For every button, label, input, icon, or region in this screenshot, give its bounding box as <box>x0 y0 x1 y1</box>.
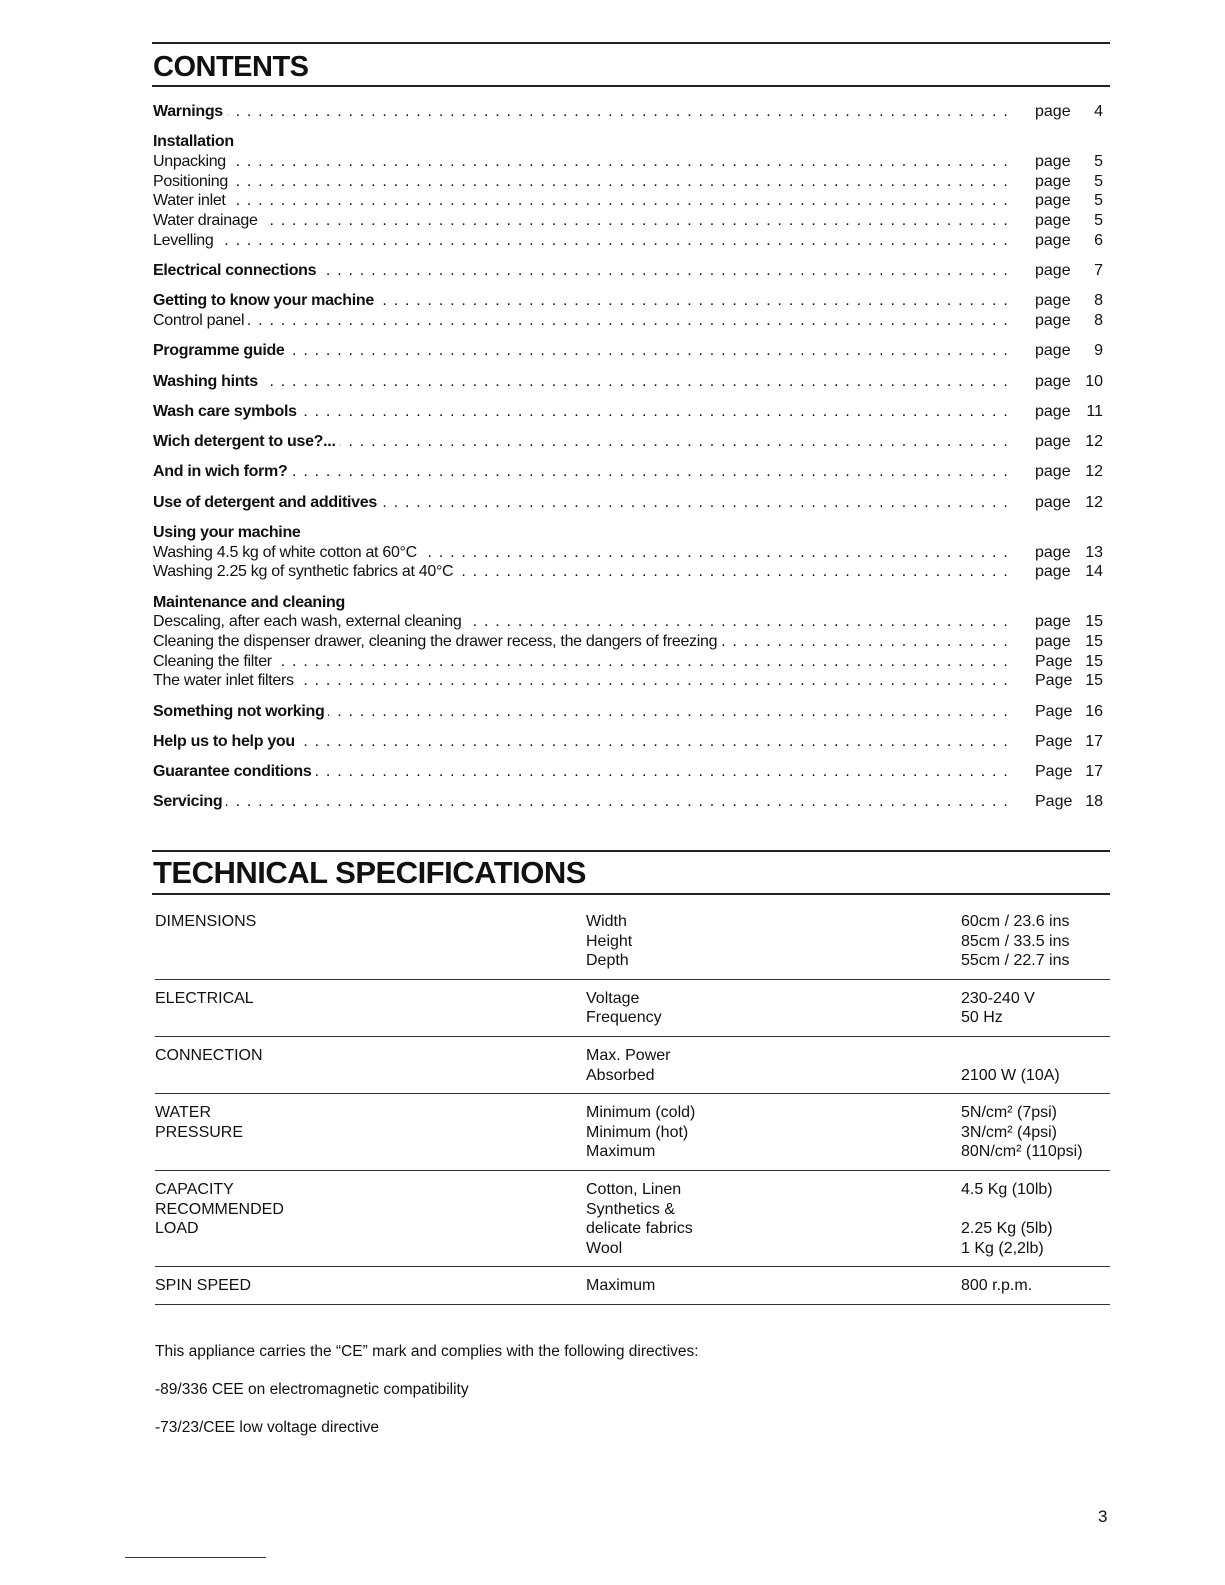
spec-columns <box>155 1046 1110 1085</box>
toc-group <box>153 523 1103 582</box>
toc-page-label: Page <box>1035 702 1073 720</box>
spec-value-column <box>961 912 1110 971</box>
toc-entry-title: Cleaning the dispenser drawer, cleaning the drawer recess, the dangers of freezing <box>153 632 718 650</box>
toc-group <box>153 261 1103 281</box>
toc-page-label: Page <box>1035 672 1073 690</box>
spec-parameter: Absorbed <box>586 1066 655 1084</box>
toc-entry-title: Washing hints <box>153 372 258 390</box>
dot-leader <box>217 231 1009 251</box>
dot-leader <box>320 261 1009 281</box>
dot-leader <box>276 652 1009 672</box>
toc-entry <box>153 152 1103 172</box>
spec-value <box>961 1200 1110 1220</box>
directive-emc: -89/336 CEE on electromagnetic compatibility <box>155 1381 469 1398</box>
table-of-contents <box>153 102 1103 812</box>
toc-group <box>153 493 1103 513</box>
dot-leader <box>289 341 1009 361</box>
toc-entry-title: Washing 4.5 kg of white cotton at 60°C <box>153 543 417 561</box>
toc-entry-title: Control panel <box>153 311 245 329</box>
dot-leader <box>721 632 1009 652</box>
toc-page-label: page <box>1035 372 1071 390</box>
dot-leader <box>291 462 1009 482</box>
toc-entry <box>153 543 1103 563</box>
toc-group <box>153 732 1103 752</box>
toc-entry-title: Something not working <box>153 702 325 720</box>
spec-parameter-column <box>586 989 961 1028</box>
spec-category-column <box>155 1276 586 1296</box>
toc-entry-title: Water drainage <box>153 212 258 230</box>
toc-entry-title: Unpacking <box>153 152 226 170</box>
spec-value: 230-240 V <box>961 989 1035 1007</box>
toc-page-number: 17 <box>1085 763 1103 781</box>
toc-entry <box>153 632 1103 652</box>
toc-entry <box>153 191 1103 211</box>
dot-leader <box>227 102 1009 122</box>
spec-row <box>155 1046 1110 1094</box>
toc-entry-title: Programme guide <box>153 342 285 360</box>
spec-value-column <box>961 1180 1110 1258</box>
toc-entry-title: Levelling <box>153 231 214 249</box>
dot-leader <box>298 671 1009 691</box>
toc-page-label: page <box>1035 192 1071 210</box>
contents-title-rule <box>152 85 1110 87</box>
toc-page-label: page <box>1035 342 1071 360</box>
toc-entry <box>153 291 1103 311</box>
dot-leader <box>226 792 1009 812</box>
toc-entry <box>153 231 1103 251</box>
toc-page-number: 13 <box>1085 543 1103 561</box>
spec-value <box>961 1046 1110 1066</box>
toc-page-number: 6 <box>1094 231 1103 249</box>
spec-parameter: Frequency <box>586 1009 662 1027</box>
spec-parameter: Synthetics & <box>586 1200 675 1218</box>
toc-page-label: page <box>1035 212 1071 230</box>
dot-leader <box>262 372 1009 392</box>
spec-value: 800 r.p.m. <box>961 1277 1033 1295</box>
dot-leader <box>328 702 1009 722</box>
toc-entry <box>153 462 1103 482</box>
toc-page-number: 12 <box>1085 463 1103 481</box>
spec-category-column <box>155 1103 586 1162</box>
toc-entry <box>153 341 1103 361</box>
toc-page-label: page <box>1035 292 1071 310</box>
spec-value: 2.25 Kg (5lb) <box>961 1220 1053 1238</box>
toc-page-number: 5 <box>1094 172 1103 190</box>
dot-leader <box>457 562 1009 582</box>
toc-page-number: 5 <box>1094 152 1103 170</box>
spec-row <box>155 989 1110 1037</box>
spec-value: 4.5 Kg (10lb) <box>961 1180 1053 1198</box>
spec-parameter-column <box>586 912 961 971</box>
toc-section-heading: Installation <box>153 133 234 151</box>
toc-page-label: page <box>1035 103 1071 120</box>
spec-value: 80N/cm² (110psi) <box>961 1143 1083 1161</box>
dot-leader <box>232 172 1009 192</box>
toc-page-label: page <box>1035 231 1071 249</box>
toc-page-label: page <box>1035 493 1071 511</box>
toc-entry <box>153 562 1103 582</box>
toc-group <box>153 291 1103 330</box>
toc-page-number: 5 <box>1094 212 1103 230</box>
dot-leader <box>421 543 1009 563</box>
toc-entry-title: Washing 2.25 kg of synthetic fabrics at 40°C <box>153 563 454 581</box>
toc-page-number: 4 <box>1094 103 1103 120</box>
spec-columns <box>155 1103 1110 1162</box>
spec-value-column <box>961 1103 1110 1162</box>
toc-entry-title: And in wich form? <box>153 463 288 481</box>
toc-page-number: 7 <box>1094 262 1103 279</box>
toc-group <box>153 462 1103 482</box>
toc-page-number: 18 <box>1085 793 1103 811</box>
contents-title: CONTENTS <box>153 51 309 83</box>
toc-group <box>153 341 1103 361</box>
spec-value: 3N/cm² (4psi) <box>961 1123 1058 1141</box>
spec-parameter: Wool <box>586 1239 623 1257</box>
spec-category-column <box>155 912 586 971</box>
toc-entry-title: Servicing <box>153 793 223 811</box>
toc-page-label: page <box>1035 463 1071 481</box>
toc-entry <box>153 432 1103 452</box>
dot-leader <box>381 493 1009 513</box>
specs-title-rule <box>152 893 1110 895</box>
toc-entry <box>153 172 1103 192</box>
spec-parameter: Cotton, Linen <box>586 1180 682 1198</box>
toc-entry <box>153 102 1103 122</box>
toc-entry-title: Wash care symbols <box>153 402 297 420</box>
toc-group <box>153 432 1103 452</box>
toc-entry <box>153 671 1103 691</box>
toc-entry <box>153 261 1103 281</box>
spec-category-column <box>155 1180 586 1258</box>
toc-page-number: 12 <box>1085 493 1103 511</box>
spec-columns <box>155 1276 1110 1296</box>
toc-page-label: Page <box>1035 652 1073 670</box>
specs-title: TECHNICAL SPECIFICATIONS <box>153 855 586 890</box>
dot-leader <box>465 612 1009 632</box>
toc-page-label: page <box>1035 563 1071 581</box>
spec-parameter-column <box>586 1276 961 1296</box>
spec-category: CAPACITY <box>155 1180 234 1198</box>
spec-value-column <box>961 1046 1110 1085</box>
spec-category: ELECTRICAL <box>155 989 254 1007</box>
spec-category: CONNECTION <box>155 1046 263 1064</box>
toc-page-number: 14 <box>1085 563 1103 581</box>
spec-value: 60cm / 23.6 ins <box>961 913 1070 930</box>
spec-columns <box>155 912 1110 971</box>
toc-page-label: page <box>1035 262 1071 279</box>
toc-page-label: page <box>1035 543 1071 561</box>
toc-page-label: Page <box>1035 732 1073 750</box>
spec-category: WATER <box>155 1104 211 1122</box>
spec-parameter: Depth <box>586 952 629 970</box>
toc-page-label: Page <box>1035 763 1073 781</box>
toc-entry <box>153 792 1103 812</box>
directive-low-voltage: -73/23/CEE low voltage directive <box>155 1419 380 1436</box>
toc-page-number: 17 <box>1085 732 1103 750</box>
toc-page-label: page <box>1035 632 1071 650</box>
spec-columns <box>155 1180 1110 1258</box>
toc-page-label: page <box>1035 172 1071 190</box>
toc-entry-title: Warnings <box>153 103 223 120</box>
dot-leader <box>340 432 1009 452</box>
spec-parameter: Width <box>586 913 627 930</box>
spec-category: DIMENSIONS <box>155 913 257 930</box>
toc-page-number: 15 <box>1085 652 1103 670</box>
toc-group <box>153 593 1103 691</box>
spec-parameter: Height <box>586 932 633 950</box>
toc-entry-title: Descaling, after each wash, external cleaning <box>153 613 462 631</box>
toc-page-number: 12 <box>1085 433 1103 451</box>
spec-value: 85cm / 33.5 ins <box>961 932 1070 950</box>
toc-group <box>153 792 1103 812</box>
spec-value-column <box>961 989 1110 1028</box>
toc-group <box>153 762 1103 782</box>
spec-value: 5N/cm² (7psi) <box>961 1104 1058 1122</box>
spec-category: RECOMMENDED <box>155 1200 284 1218</box>
toc-entry-title: Positioning <box>153 172 228 190</box>
spec-parameter: Voltage <box>586 989 640 1007</box>
toc-entry-title: Water inlet <box>153 192 226 210</box>
toc-group <box>153 372 1103 392</box>
toc-entry <box>153 372 1103 392</box>
link-underline <box>125 1557 266 1558</box>
toc-entry <box>153 612 1103 632</box>
toc-page-label: page <box>1035 402 1071 420</box>
dot-leader <box>315 762 1009 782</box>
toc-page-number: 15 <box>1085 672 1103 690</box>
toc-entry-title: Wich detergent to use?... <box>153 433 336 451</box>
dot-leader <box>230 191 1009 211</box>
toc-entry <box>153 211 1103 231</box>
toc-page-number: 16 <box>1085 702 1103 720</box>
spec-parameter: Max. Power <box>586 1046 671 1064</box>
toc-page-label: page <box>1035 433 1071 451</box>
toc-page-label: page <box>1035 152 1071 170</box>
toc-page-label: Page <box>1035 793 1073 811</box>
toc-page-number: 15 <box>1085 632 1103 650</box>
dot-leader <box>299 732 1009 752</box>
spec-parameter: Maximum <box>586 1143 656 1161</box>
toc-page-number: 8 <box>1094 292 1103 310</box>
toc-group <box>153 102 1103 122</box>
spec-row <box>155 912 1110 980</box>
toc-page-number: 8 <box>1094 311 1103 329</box>
toc-entry <box>153 702 1103 722</box>
toc-group <box>153 132 1103 250</box>
spec-parameter: Minimum (hot) <box>586 1123 689 1141</box>
page-number: 3 <box>1098 1507 1108 1526</box>
toc-page-label: page <box>1035 311 1071 329</box>
toc-entry-title: The water inlet filters <box>153 672 294 690</box>
spec-row <box>155 1180 1110 1267</box>
toc-entry-title: Guarantee conditions <box>153 763 312 781</box>
toc-section-heading: Using your machine <box>153 523 301 541</box>
toc-entry <box>153 311 1103 331</box>
spec-value: 50 Hz <box>961 1009 1003 1027</box>
spec-parameter: Minimum (cold) <box>586 1104 696 1122</box>
toc-entry <box>153 652 1103 672</box>
toc-entry-title: Getting to know your machine <box>153 292 374 310</box>
dot-leader <box>301 402 1009 422</box>
toc-entry <box>153 402 1103 422</box>
toc-page-number: 11 <box>1086 402 1103 420</box>
specs-top-rule <box>152 850 1110 852</box>
spec-category: PRESSURE <box>155 1123 244 1141</box>
toc-entry <box>153 493 1103 513</box>
spec-parameter: Maximum <box>586 1277 656 1295</box>
toc-page-number: 10 <box>1085 372 1103 390</box>
spec-parameter-column <box>586 1046 961 1085</box>
toc-page-number: 5 <box>1094 192 1103 210</box>
spec-value: 2100 W (10A) <box>961 1066 1060 1084</box>
toc-group <box>153 402 1103 422</box>
spec-category-column <box>155 1046 586 1085</box>
dot-leader <box>230 152 1009 172</box>
spec-row <box>155 1276 1110 1305</box>
spec-value: 55cm / 22.7 ins <box>961 952 1070 970</box>
spec-category: SPIN SPEED <box>155 1277 252 1295</box>
toc-group <box>153 702 1103 722</box>
toc-entry-title: Electrical connections <box>153 262 317 279</box>
spec-columns <box>155 989 1110 1028</box>
spec-category: LOAD <box>155 1220 199 1238</box>
top-rule <box>152 42 1110 44</box>
dot-leader <box>262 211 1009 231</box>
spec-value-column <box>961 1276 1110 1296</box>
toc-entry-title: Help us to help you <box>153 732 295 750</box>
spec-parameter: delicate fabrics <box>586 1220 693 1238</box>
toc-entry <box>153 732 1103 752</box>
toc-page-label: page <box>1035 613 1071 631</box>
toc-entry-title: Use of detergent and additives <box>153 493 377 511</box>
dot-leader <box>378 291 1009 311</box>
spec-value: 1 Kg (2,2lb) <box>961 1239 1044 1257</box>
toc-entry-title: Cleaning the filter <box>153 652 272 670</box>
ce-statement: This appliance carries the “CE” mark and complies with the following directives: <box>155 1343 699 1360</box>
toc-section-heading: Maintenance and cleaning <box>153 593 345 611</box>
spec-parameter-column <box>586 1180 961 1258</box>
specs-table <box>155 912 1110 1305</box>
toc-entry <box>153 762 1103 782</box>
toc-page-number: 15 <box>1085 613 1103 631</box>
toc-page-number: 9 <box>1094 342 1103 360</box>
dot-leader <box>248 311 1009 331</box>
spec-row <box>155 1103 1110 1171</box>
spec-parameter-column <box>586 1103 961 1162</box>
spec-category-column <box>155 989 586 1028</box>
